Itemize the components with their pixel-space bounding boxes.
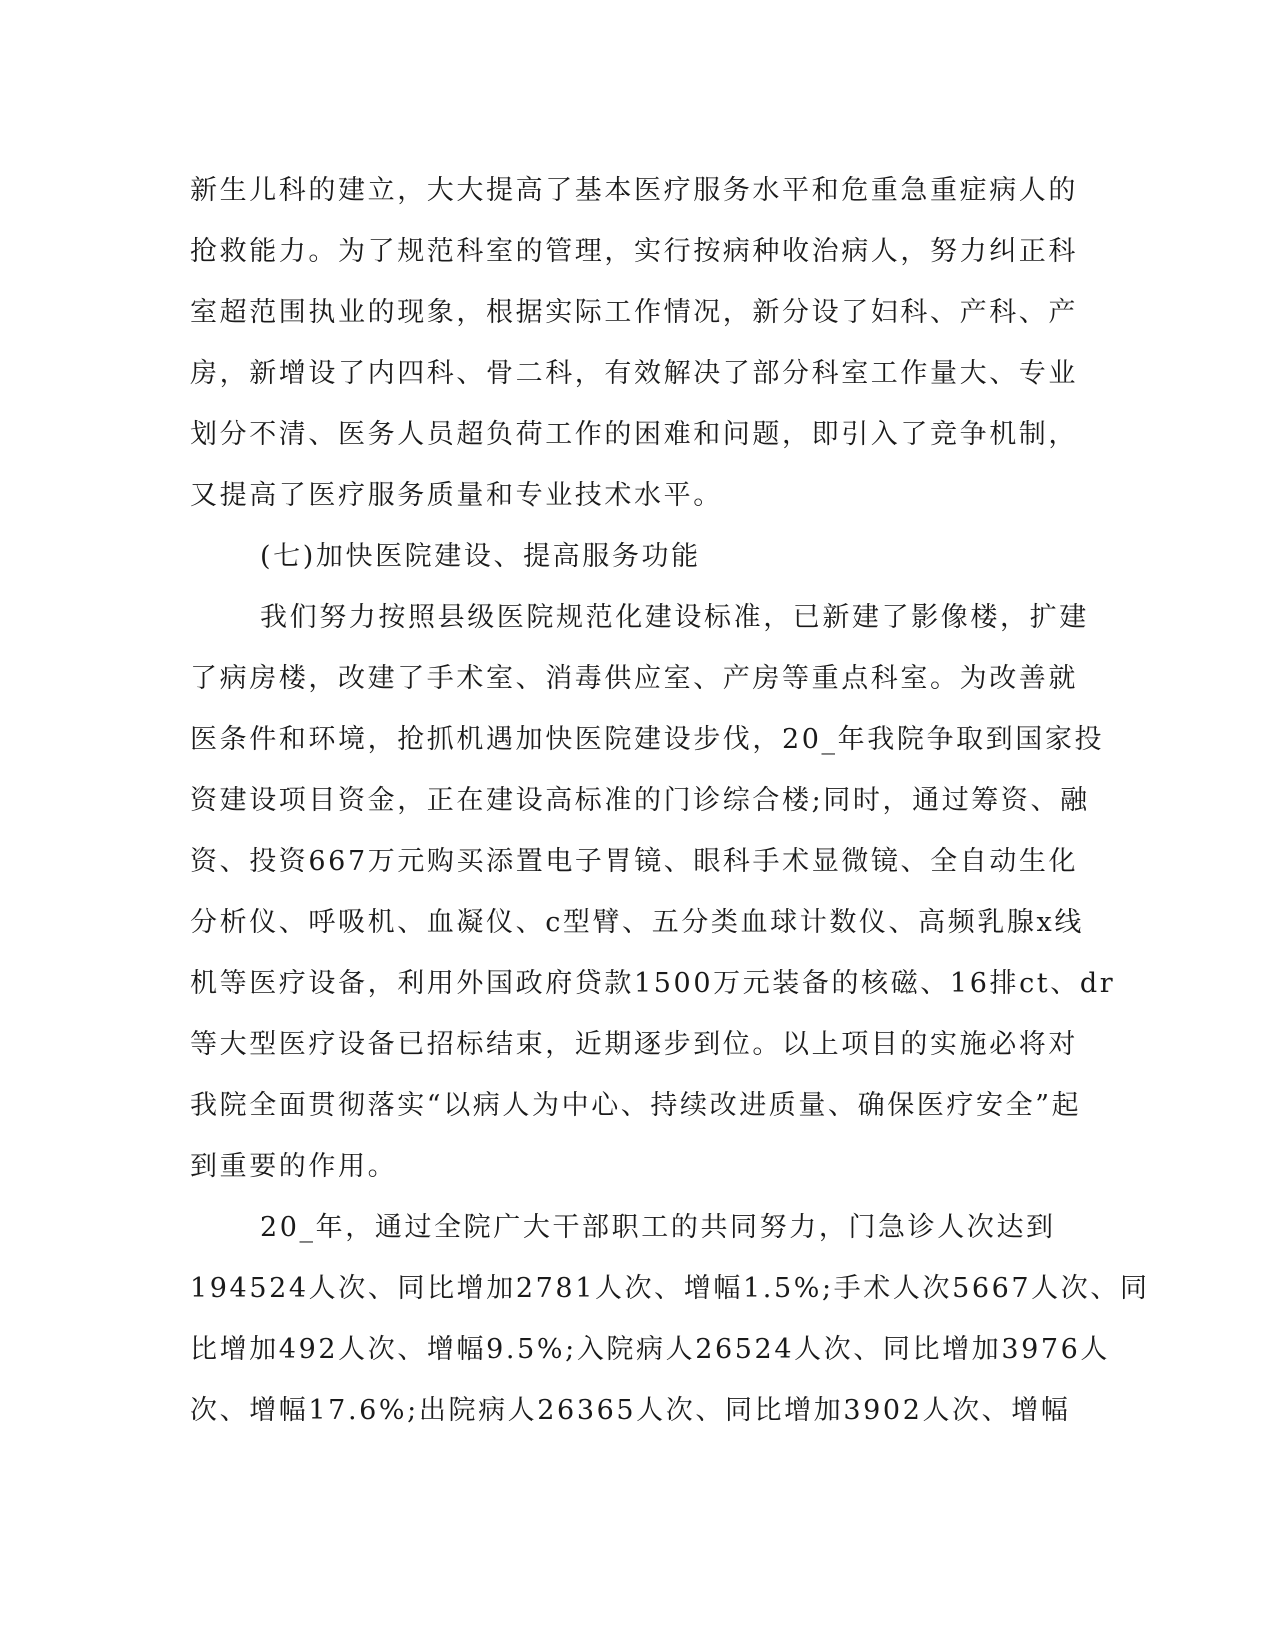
text-line: 比增加492人次、增幅9.5%;入院病人26524人次、同比增加3976人 — [190, 1334, 1111, 1365]
text-line: 到重要的作用。 — [190, 1151, 398, 1182]
text-line: 医条件和环境，抢抓机遇加快医院建设步伐，20_年我院争取到国家投 — [190, 724, 1105, 755]
text-line: 又提高了医疗服务质量和专业技术水平。 — [190, 480, 723, 511]
document-body — [190, 160, 1150, 1441]
text-line: 194524人次、同比增加2781人次、增幅1.5%;手术人次5667人次、同 — [190, 1273, 1150, 1304]
text-line: 资、投资667万元购买添置电子胃镜、眼科手术显微镜、全自动生化 — [190, 846, 1079, 877]
text-line: 等大型医疗设备已招标结束，近期逐步到位。以上项目的实施必将对 — [190, 1029, 1078, 1060]
text-line: 我院全面贯彻落实“以病人为中心、持续改进质量、确保医疗安全”起 — [190, 1090, 1082, 1121]
text-line: 次、增幅17.6%;出院病人26365人次、同比增加3902人次、增幅 — [190, 1395, 1071, 1426]
text-line: 室超范围执业的现象，根据实际工作情况，新分设了妇科、产科、产 — [190, 297, 1078, 328]
section-heading: (七)加快医院建设、提高服务功能 — [260, 541, 701, 572]
text-line: 抢救能力。为了规范科室的管理，实行按病种收治病人，努力纠正科 — [190, 236, 1078, 267]
text-line: 新生儿科的建立，大大提高了基本医疗服务水平和危重急重症病人的 — [190, 175, 1078, 206]
text-line: 机等医疗设备，利用外国政府贷款1500万元装备的核磁、16排ct、dr — [190, 968, 1116, 999]
text-line: 房，新增设了内四科、骨二科，有效解决了部分科室工作量大、专业 — [190, 358, 1078, 389]
text-line: 分析仪、呼吸机、血凝仪、c型臂、五分类血球计数仪、高频乳腺x线 — [190, 907, 1084, 938]
text-line: 划分不清、医务人员超负荷工作的困难和问题，即引入了竞争机制， — [190, 419, 1078, 450]
text-line: 了病房楼，改建了手术室、消毒供应室、产房等重点科室。为改善就 — [190, 663, 1078, 694]
paragraph-first-line: 20_年，通过全院广大干部职工的共同努力，门急诊人次达到 — [260, 1212, 1056, 1243]
text-line: 资建设项目资金，正在建设高标准的门诊综合楼;同时，通过筹资、融 — [190, 785, 1090, 816]
paragraph-first-line: 我们努力按照县级医院规范化建设标准，已新建了影像楼，扩建 — [260, 602, 1089, 633]
